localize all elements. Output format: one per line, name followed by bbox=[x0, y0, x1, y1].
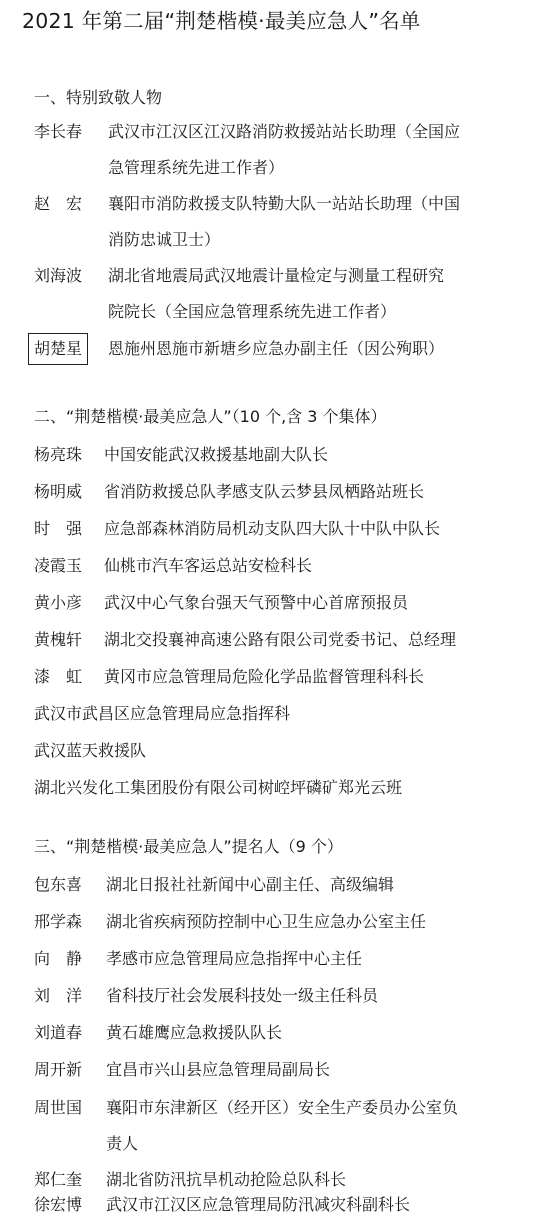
description-line: 宜昌市兴山县应急管理局副局长 bbox=[106, 1060, 331, 1079]
person-description bbox=[108, 192, 460, 264]
description-line: 恩施州恩施市新塘乡应急办副主任（因公殉职） bbox=[108, 339, 445, 358]
document-title: 2021 年第二届“荆楚楷模·最美应急人”名单 bbox=[22, 9, 421, 33]
description-line: 湖北省防汛抗旱机动抢险总队科长 bbox=[106, 1170, 347, 1189]
person-description bbox=[108, 120, 460, 192]
description-line: 急管理系统先进工作者） bbox=[108, 158, 285, 177]
person-description bbox=[104, 628, 456, 664]
section-heading-special-tribute: 一、特别致敬人物 bbox=[34, 88, 163, 107]
description-line: 湖北日报社社新闻中心副主任、高级编辑 bbox=[106, 875, 395, 894]
person-name: 徐宏博 bbox=[34, 1195, 83, 1214]
description-line: 黄石雄鹰应急救援队队长 bbox=[106, 1023, 283, 1042]
person-description bbox=[104, 665, 424, 701]
description-line: 责人 bbox=[106, 1134, 139, 1153]
person-name: 漆 虹 bbox=[34, 667, 83, 686]
person-description bbox=[106, 1058, 330, 1094]
person-name: 包东喜 bbox=[34, 875, 83, 894]
description-line: 湖北兴发化工集团股份有限公司树崆坪磷矿郑光云班 bbox=[34, 778, 403, 797]
description-line: 院院长（全国应急管理系统先进工作者） bbox=[108, 302, 397, 321]
description-line: 湖北省地震局武汉地震计量检定与测量工程研究 bbox=[108, 266, 445, 285]
person-name: 时 强 bbox=[34, 519, 83, 538]
person-name: 郑仁奎 bbox=[34, 1170, 83, 1189]
person-name: 赵 宏 bbox=[34, 194, 83, 213]
description-line: 湖北交投襄神高速公路有限公司党委书记、总经理 bbox=[104, 630, 457, 649]
section-heading-honorees: 二、“荆楚楷模·最美应急人”（10 个,含 3 个集体） bbox=[34, 407, 387, 426]
person-name: 杨明威 bbox=[34, 482, 83, 501]
person-description bbox=[106, 873, 394, 909]
person-description bbox=[104, 443, 328, 479]
person-name: 邢学森 bbox=[34, 912, 83, 931]
description-line: 湖北省疾病预防控制中心卫生应急办公室主任 bbox=[106, 912, 427, 931]
person-description bbox=[106, 1096, 458, 1168]
description-line: 黄冈市应急管理局危险化学品监督管理科科长 bbox=[104, 667, 425, 686]
description-line: 武汉市江汉区江汉路消防救援站站长助理（全国应 bbox=[108, 122, 461, 141]
collective-name bbox=[34, 776, 402, 812]
collective-name bbox=[34, 739, 146, 775]
description-line: 消防忠诚卫士） bbox=[108, 230, 221, 249]
description-line: 应急部森林消防局机动支队四大队十中队中队长 bbox=[104, 519, 441, 538]
section-heading-nominees: 三、“荆楚楷模·最美应急人”提名人（9 个） bbox=[34, 837, 343, 856]
person-description bbox=[104, 591, 408, 627]
person-name: 杨亮珠 bbox=[34, 445, 83, 464]
person-description bbox=[104, 480, 424, 516]
description-line: 省消防救援总队孝感支队云梦县凤栖路站班长 bbox=[104, 482, 425, 501]
person-name: 向 静 bbox=[34, 949, 83, 968]
person-name: 刘道春 bbox=[34, 1023, 83, 1042]
person-description bbox=[106, 1193, 410, 1229]
person-description bbox=[108, 337, 444, 373]
description-line: 武汉中心气象台强天气预警中心首席预报员 bbox=[104, 593, 409, 612]
person-description bbox=[104, 554, 312, 590]
person-description bbox=[104, 517, 440, 553]
person-name: 李长春 bbox=[34, 122, 83, 141]
person-description bbox=[108, 264, 444, 336]
description-line: 襄阳市东津新区（经开区）安全生产委员办公室负 bbox=[106, 1098, 459, 1117]
person-description bbox=[106, 910, 426, 946]
person-description bbox=[106, 984, 378, 1020]
description-line: 襄阳市消防救援支队特勤大队一站站长助理（中国 bbox=[108, 194, 461, 213]
description-line: 武汉市江汉区应急管理局防汛减灾科副科长 bbox=[106, 1195, 411, 1214]
description-line: 孝感市应急管理局应急指挥中心主任 bbox=[106, 949, 363, 968]
person-name: 凌霞玉 bbox=[34, 556, 83, 575]
person-name: 黄小彦 bbox=[34, 593, 83, 612]
description-line: 武汉蓝天救援队 bbox=[34, 741, 147, 760]
person-name: 刘 洋 bbox=[34, 986, 83, 1005]
description-line: 武汉市武昌区应急管理局应急指挥科 bbox=[34, 704, 291, 723]
person-description bbox=[106, 1021, 282, 1057]
person-name: 刘海波 bbox=[34, 266, 83, 285]
person-description bbox=[106, 947, 362, 983]
description-line: 省科技厅社会发展科技处一级主任科员 bbox=[106, 986, 379, 1005]
description-line: 仙桃市汽车客运总站安检科长 bbox=[104, 556, 313, 575]
person-name: 周开新 bbox=[34, 1060, 83, 1079]
description-line: 中国安能武汉救援基地副大队长 bbox=[104, 445, 329, 464]
person-name: 黄槐轩 bbox=[34, 630, 83, 649]
collective-name bbox=[34, 702, 290, 738]
person-name: 周世国 bbox=[34, 1098, 83, 1117]
person-name-boxed: 胡楚星 bbox=[28, 333, 88, 365]
